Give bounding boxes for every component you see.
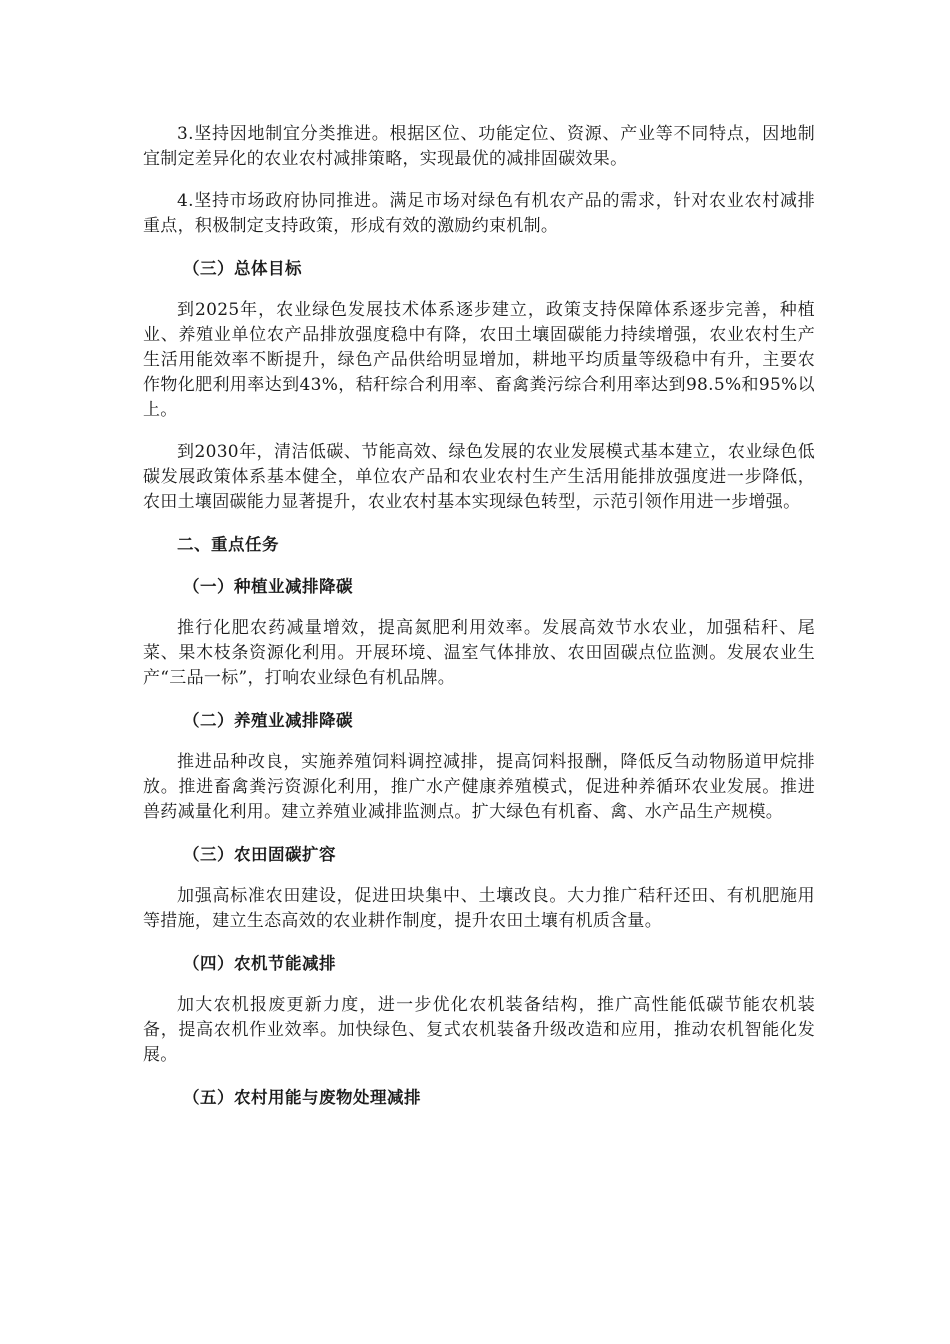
heading-crop-farming: （一）种植业减排降碳 xyxy=(183,577,353,596)
goal-2025-paragraph: 到2025年，农业绿色发展技术体系逐步建立，政策支持保障体系逐步完善，种植业、养殖业单位农产品排放强度稳中有降，农田土壤固碳能力持续增强，农业农村生产生活用能效率不断提升，绿色产品供给明显增加，耕地平均质量等级稳中有升，主要农作物化肥利用率达到43%，秸秆综合利用率、畜禽粪污综合利用率达到98.5%和95%以上。 xyxy=(143,300,815,420)
heading-overall-goals: （三）总体目标 xyxy=(183,259,302,278)
document-page xyxy=(143,122,815,1127)
goal-2030-paragraph: 到2030年，清洁低碳、节能高效、绿色发展的农业发展模式基本建立，农业绿色低碳发展政策体系基本健全，单位农产品和农业农村生产生活用能排放强度进一步降低，农田土壤固碳能力显著提升，农业农村基本实现绿色转型，示范引领作用进一步增强。 xyxy=(143,442,815,512)
heading-farmland-carbon: （三）农田固碳扩容 xyxy=(183,845,336,864)
principle-4-paragraph: 4.坚持市场政府协同推进。满足市场对绿色有机农产品的需求，针对农业农村减排重点，积极制定支持政策，形成有效的激励约束机制。 xyxy=(143,191,815,236)
farmland-carbon-paragraph: 加强高标准农田建设，促进田块集中、土壤改良。大力推广秸秆还田、有机肥施用等措施，建立生态高效的农业耕作制度，提升农田土壤有机质含量。 xyxy=(143,886,815,931)
crop-farming-paragraph: 推行化肥农药减量增效，提高氮肥利用效率。发展高效节水农业，加强秸秆、尾菜、果木枝条资源化利用。开展环境、温室气体排放、农田固碳点位监测。发展农业生产“三品一标”，打响农业绿色有机品牌。 xyxy=(143,618,815,688)
heading-farm-machinery: （四）农机节能减排 xyxy=(183,954,336,973)
heading-livestock-farming: （二）养殖业减排降碳 xyxy=(183,711,353,730)
principle-3-paragraph: 3.坚持因地制宜分类推进。根据区位、功能定位、资源、产业等不同特点，因地制宜制定差异化的农业农村减排策略，实现最优的减排固碳效果。 xyxy=(143,124,815,169)
heading-key-tasks: 二、重点任务 xyxy=(177,535,279,554)
heading-rural-energy-waste: （五）农村用能与废物处理减排 xyxy=(183,1088,421,1107)
farm-machinery-paragraph: 加大农机报废更新力度，进一步优化农机装备结构，推广高性能低碳节能农机装备，提高农机作业效率。加快绿色、复式农机装备升级改造和应用，推动农机智能化发展。 xyxy=(143,995,815,1065)
livestock-farming-paragraph: 推进品种改良，实施养殖饲料调控减排，提高饲料报酬，降低反刍动物肠道甲烷排放。推进畜禽粪污资源化利用，推广水产健康养殖模式，促进种养循环农业发展。推进兽药减量化利用。建立养殖业减排监测点。扩大绿色有机畜、禽、水产品生产规模。 xyxy=(143,752,815,822)
